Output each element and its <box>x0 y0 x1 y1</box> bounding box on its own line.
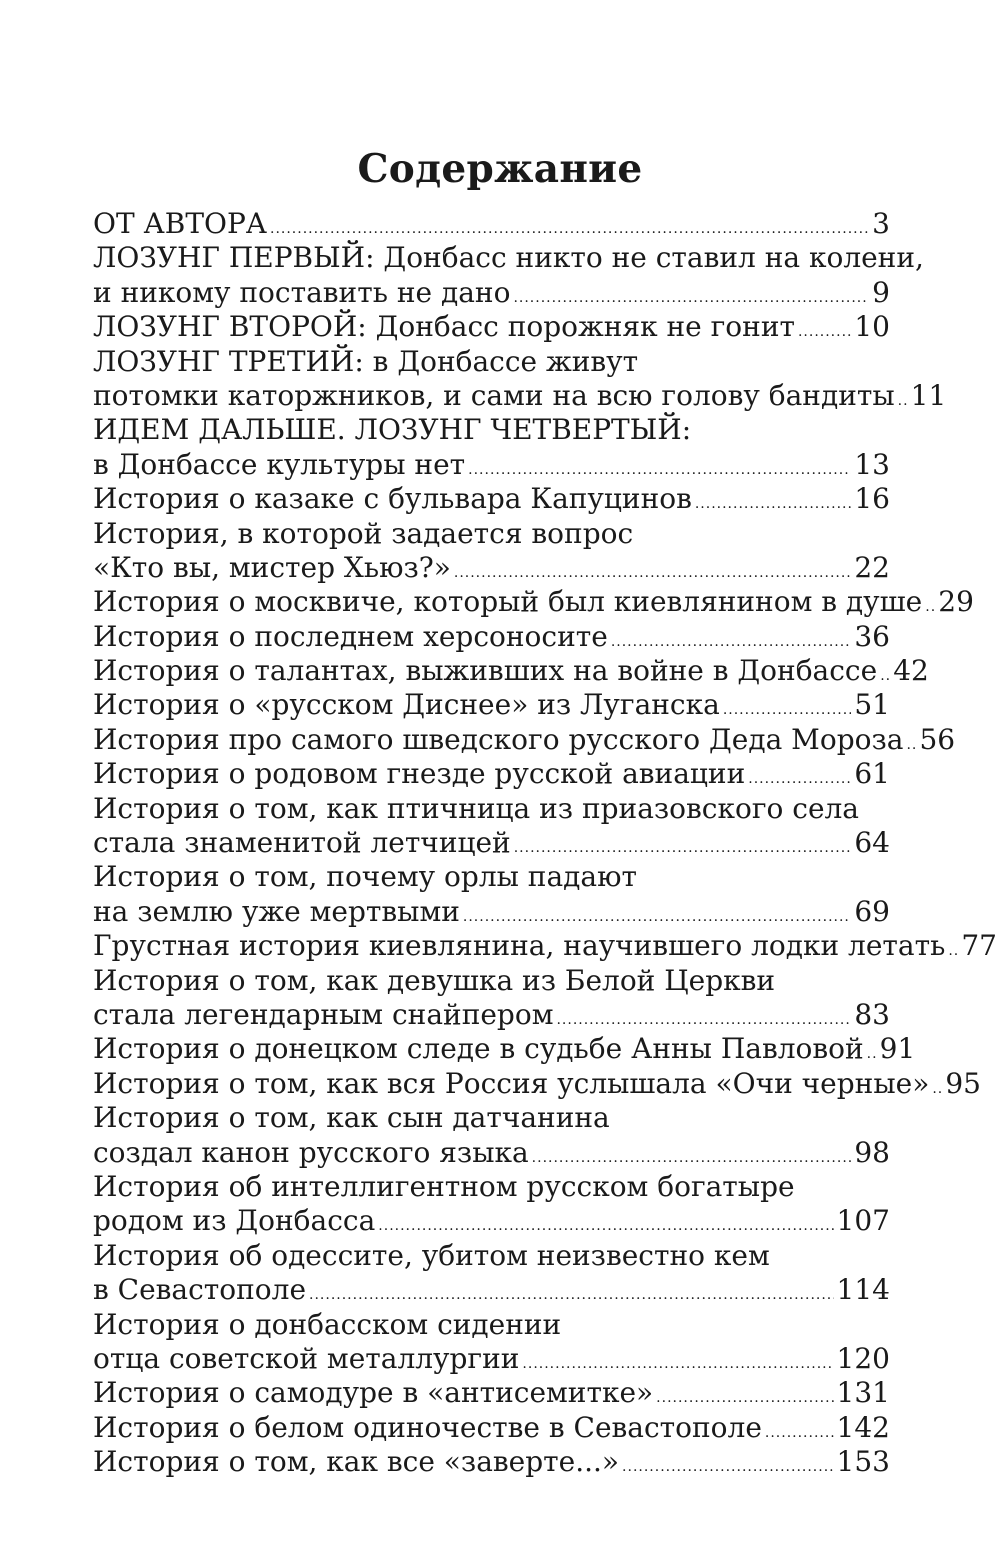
toc-entry-text: История про самого шведского русского Деда Мороза <box>93 722 904 756</box>
page-title: Содержание <box>357 146 643 192</box>
toc-entry <box>93 688 890 722</box>
toc-entry-text: История о донецком следе в судьбе Анны Павловой <box>93 1032 864 1066</box>
toc-entry <box>93 551 890 585</box>
dot-leader <box>622 1450 834 1484</box>
toc-page-number: 107 <box>836 1204 890 1238</box>
toc-page-number: 114 <box>836 1273 890 1307</box>
toc-page-number: 95 <box>945 1066 981 1100</box>
toc-entry-text: История о москвиче, который был киевлянином в душе <box>93 585 923 619</box>
toc-entry <box>93 585 974 619</box>
toc-entry <box>93 1136 890 1170</box>
toc-entry-text: в Донбассе культуры нет <box>93 447 466 481</box>
toc-page-number: 36 <box>854 619 890 653</box>
toc-page-number: 11 <box>910 378 947 412</box>
dot-leader <box>898 384 908 418</box>
toc-entry <box>93 998 890 1032</box>
toc-entry <box>93 1101 890 1135</box>
toc-entry-text: ЛОЗУНГ ПЕРВЫЙ: Донбасс никто не ставил на колени, <box>93 241 924 275</box>
toc-entry <box>93 482 890 516</box>
toc-entry-text: ОТ АВТОРА <box>93 207 267 240</box>
toc-entry <box>93 620 890 654</box>
toc-entry <box>93 1308 890 1342</box>
toc-entry <box>93 964 890 998</box>
toc-entry-text: ЛОЗУНГ ТРЕТИЙ: в Донбассе живут <box>93 344 639 378</box>
toc-page-number: 131 <box>836 1376 890 1410</box>
toc-entry <box>93 860 890 894</box>
dot-leader <box>925 590 935 624</box>
toc-page-number: 98 <box>854 1135 890 1169</box>
toc-page-number: 13 <box>854 447 890 481</box>
toc-entry <box>93 929 997 963</box>
toc-page-number: 91 <box>879 1032 916 1066</box>
toc-entry-text: История о казаке с бульвара Капуцинов <box>93 482 692 516</box>
toc-page-number: 69 <box>854 894 890 928</box>
toc-entry <box>93 1445 890 1479</box>
toc-entry-text: История о том, как все «заверте...» <box>93 1445 620 1479</box>
dot-leader <box>906 728 916 762</box>
toc-page-number: 51 <box>854 688 890 722</box>
dot-leader <box>765 1416 834 1450</box>
toc-entry <box>93 413 890 447</box>
toc-page-number: 83 <box>854 997 890 1031</box>
toc-entry <box>93 757 890 791</box>
toc-entry-text: История о «русском Диснее» из Луганска <box>93 688 720 722</box>
toc-entry <box>93 1032 916 1066</box>
toc-entry <box>93 1342 890 1376</box>
toc-entry-text: История о том, как вся Россия услышала «Очи черные» <box>93 1066 930 1100</box>
toc-page-number: 153 <box>836 1445 890 1479</box>
toc-entry-text: История о том, как сын датчанина <box>93 1101 610 1135</box>
toc-page-number: 42 <box>893 654 929 688</box>
toc-entry <box>93 517 890 551</box>
toc-entry <box>93 276 890 310</box>
toc-entry <box>93 1239 890 1273</box>
toc-entry-text: родом из Донбасса <box>93 1204 376 1238</box>
toc-entry-text: История о том, как девушка из Белой Церкви <box>93 963 776 997</box>
toc-entry-text: История о последнем херсоносите <box>93 619 608 653</box>
toc-page-number: 22 <box>854 550 890 584</box>
toc-page-number: 77 <box>961 929 997 963</box>
toc-entry-text: История о том, почему орлы падают <box>93 860 637 894</box>
toc-entry-text: в Севастополе <box>93 1273 307 1307</box>
table-of-contents <box>93 207 997 1479</box>
toc-entry <box>93 654 929 688</box>
toc-entry <box>93 1273 890 1307</box>
toc-entry-text: История о талантах, выживших на войне в Донбассе <box>93 654 878 688</box>
toc-page-number: 61 <box>854 757 890 791</box>
toc-page-number: 64 <box>854 826 890 860</box>
toc-entry <box>93 378 947 413</box>
toc-entry <box>93 448 890 482</box>
toc-entry <box>93 1376 890 1410</box>
toc-page-number: 16 <box>854 482 890 516</box>
toc-entry <box>93 826 890 860</box>
toc-entry-text: ЛОЗУНГ ВТОРОЙ: Донбасс порожняк не гонит <box>93 310 795 344</box>
toc-page-number: 120 <box>836 1341 890 1375</box>
toc-entry <box>93 241 924 275</box>
toc-page-number: 9 <box>872 275 890 309</box>
toc-entry-text: История, в которой задается вопрос <box>93 516 634 550</box>
dot-leader <box>798 315 851 349</box>
toc-entry-text: История об одессите, убитом неизвестно кем <box>93 1238 770 1272</box>
dot-leader <box>948 934 958 968</box>
toc-entry-text: История о том, как птичница из приазовского села <box>93 791 859 825</box>
toc-entry <box>93 1170 890 1204</box>
toc-page-number: 29 <box>938 585 974 619</box>
toc-entry-text: История о самодуре в «антисемитке» <box>93 1376 654 1410</box>
toc-entry <box>93 1066 981 1101</box>
toc-entry <box>93 345 890 379</box>
toc-page-number: 3 <box>872 207 890 240</box>
toc-entry-text: стала знаменитой летчицей <box>93 826 511 860</box>
toc-entry-text: и никому поставить не дано <box>93 275 511 309</box>
toc-entry-text: отца советской металлургии <box>93 1341 520 1375</box>
toc-entry-text: История о донбасском сидении <box>93 1307 562 1341</box>
toc-page-number: 10 <box>854 310 890 344</box>
toc-entry <box>93 722 956 757</box>
dot-leader <box>932 1072 942 1106</box>
toc-entry-text: История о белом одиночестве в Севастополе <box>93 1410 762 1444</box>
toc-entry <box>93 895 890 929</box>
toc-entry-text: стала легендарным снайпером <box>93 997 554 1031</box>
toc-entry <box>93 1204 890 1238</box>
toc-entry-text: ИДЕМ ДАЛЬШЕ. ЛОЗУНГ ЧЕТВЕРТЫЙ: <box>93 413 692 447</box>
toc-entry-text: потомки каторжников, и сами на всю голову бандиты <box>93 378 895 412</box>
toc-entry-text: создал канон русского языка <box>93 1135 529 1169</box>
toc-entry <box>93 310 890 344</box>
toc-entry <box>93 1411 890 1445</box>
toc-entry <box>93 207 890 241</box>
toc-page-number: 142 <box>836 1410 890 1444</box>
toc-page-number: 56 <box>919 722 956 756</box>
dot-leader <box>695 487 852 521</box>
toc-entry-text: на землю уже мертвыми <box>93 894 460 928</box>
toc-entry-text: История об интеллигентном русском богатыре <box>93 1169 795 1203</box>
toc-entry <box>93 792 890 826</box>
toc-entry-text: История о родовом гнезде русской авиации <box>93 757 746 791</box>
toc-entry-text: Грустная история киевлянина, научившего лодки летать <box>93 929 946 963</box>
toc-entry-text: «Кто вы, мистер Хьюз?» <box>93 550 451 584</box>
